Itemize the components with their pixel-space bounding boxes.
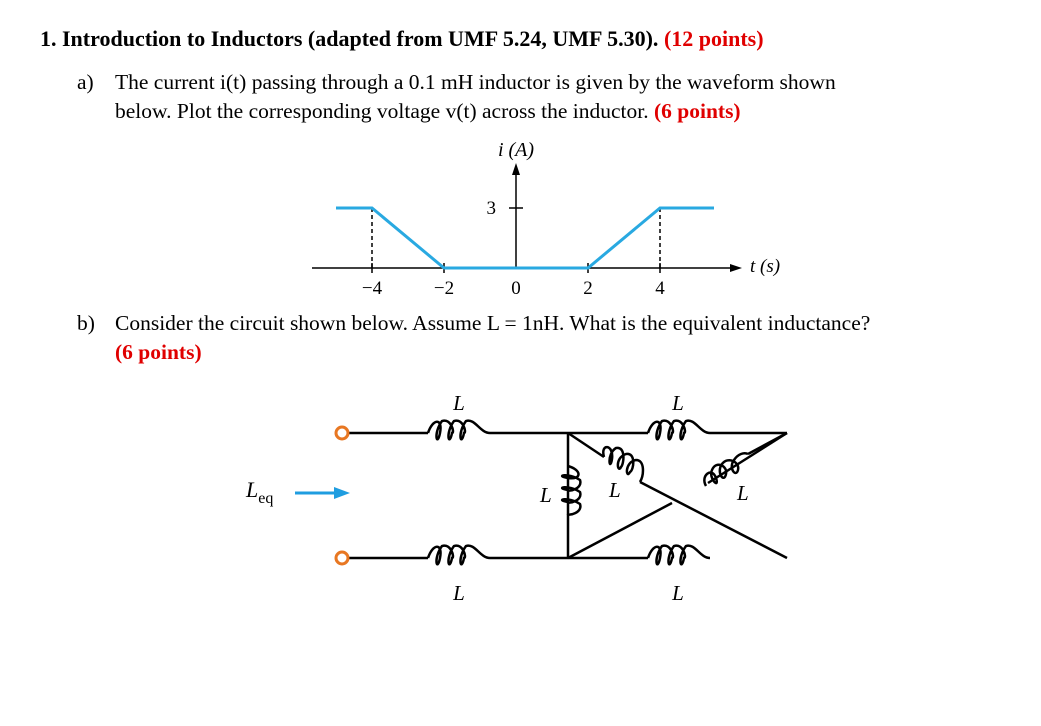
- inductor-bottom-left: [428, 546, 490, 565]
- part-a: [77, 68, 977, 128]
- inductor-top-right: [648, 421, 710, 440]
- part-a-text: [115, 68, 836, 126]
- label-l-top-left: L: [453, 391, 465, 415]
- label-l-diagonal-1: L: [609, 478, 621, 502]
- leq-label: $L_{eq}$: [246, 477, 274, 507]
- x-axis-label: t (s): [750, 256, 781, 277]
- label-l-diagonal-2: L: [737, 481, 749, 505]
- x-tick-label: −2: [433, 278, 455, 299]
- terminal-bottom: [336, 552, 348, 564]
- x-tick-label: 4: [655, 278, 665, 299]
- y-axis-arrow: [512, 163, 520, 175]
- question-title-text: 1. Introduction to Inductors (adapted from UMF 5.24, UMF 5.30).: [40, 26, 659, 51]
- part-b-points: (6 points): [115, 340, 202, 364]
- inductor-diagonal-1: [603, 447, 643, 482]
- x-tick-label: 2: [583, 278, 593, 299]
- inductor-vertical: [562, 466, 580, 515]
- part-a-line-2: [115, 97, 836, 126]
- wire-diagonal-2: [568, 503, 672, 558]
- leq-arrow-head: [334, 487, 350, 499]
- part-b-text: [115, 309, 870, 367]
- waveform-line: [336, 208, 714, 268]
- y-tick-label-3: 3: [486, 198, 496, 219]
- part-b: [77, 309, 1017, 369]
- current-waveform-chart: [290, 130, 810, 310]
- part-b-label: b): [77, 311, 95, 335]
- terminal-top: [336, 427, 348, 439]
- wire-diagonal-1: [568, 433, 604, 457]
- question-points: (12 points): [663, 26, 764, 51]
- label-l-top-right: L: [672, 391, 684, 415]
- part-a-line-2-text: below. Plot the corresponding voltage v(t) across the inductor.: [115, 99, 649, 123]
- inductor-circuit: [230, 380, 810, 610]
- part-a-line-1: The current i(t) passing through a 0.1 mH inductor is given by the waveform shown: [115, 70, 836, 94]
- part-b-line-1: Consider the circuit shown below. Assume L = 1nH. What is the equivalent inductance?: [115, 311, 871, 335]
- x-tick-label: 0: [511, 278, 521, 299]
- label-l-bottom-left: L: [453, 581, 465, 605]
- question-title: [40, 26, 764, 52]
- x-axis-arrow: [730, 264, 742, 272]
- label-l-bottom-right: L: [672, 581, 684, 605]
- y-axis-label: i (A): [497, 139, 535, 161]
- x-tick-label: −4: [361, 278, 383, 299]
- part-a-label: a): [77, 70, 94, 94]
- label-l-vertical: L: [540, 483, 552, 507]
- part-a-points: (6 points): [653, 99, 741, 123]
- inductor-bottom-right: [648, 546, 710, 565]
- wire-diagonal-2c: [748, 433, 787, 454]
- inductor-top-left: [428, 421, 490, 440]
